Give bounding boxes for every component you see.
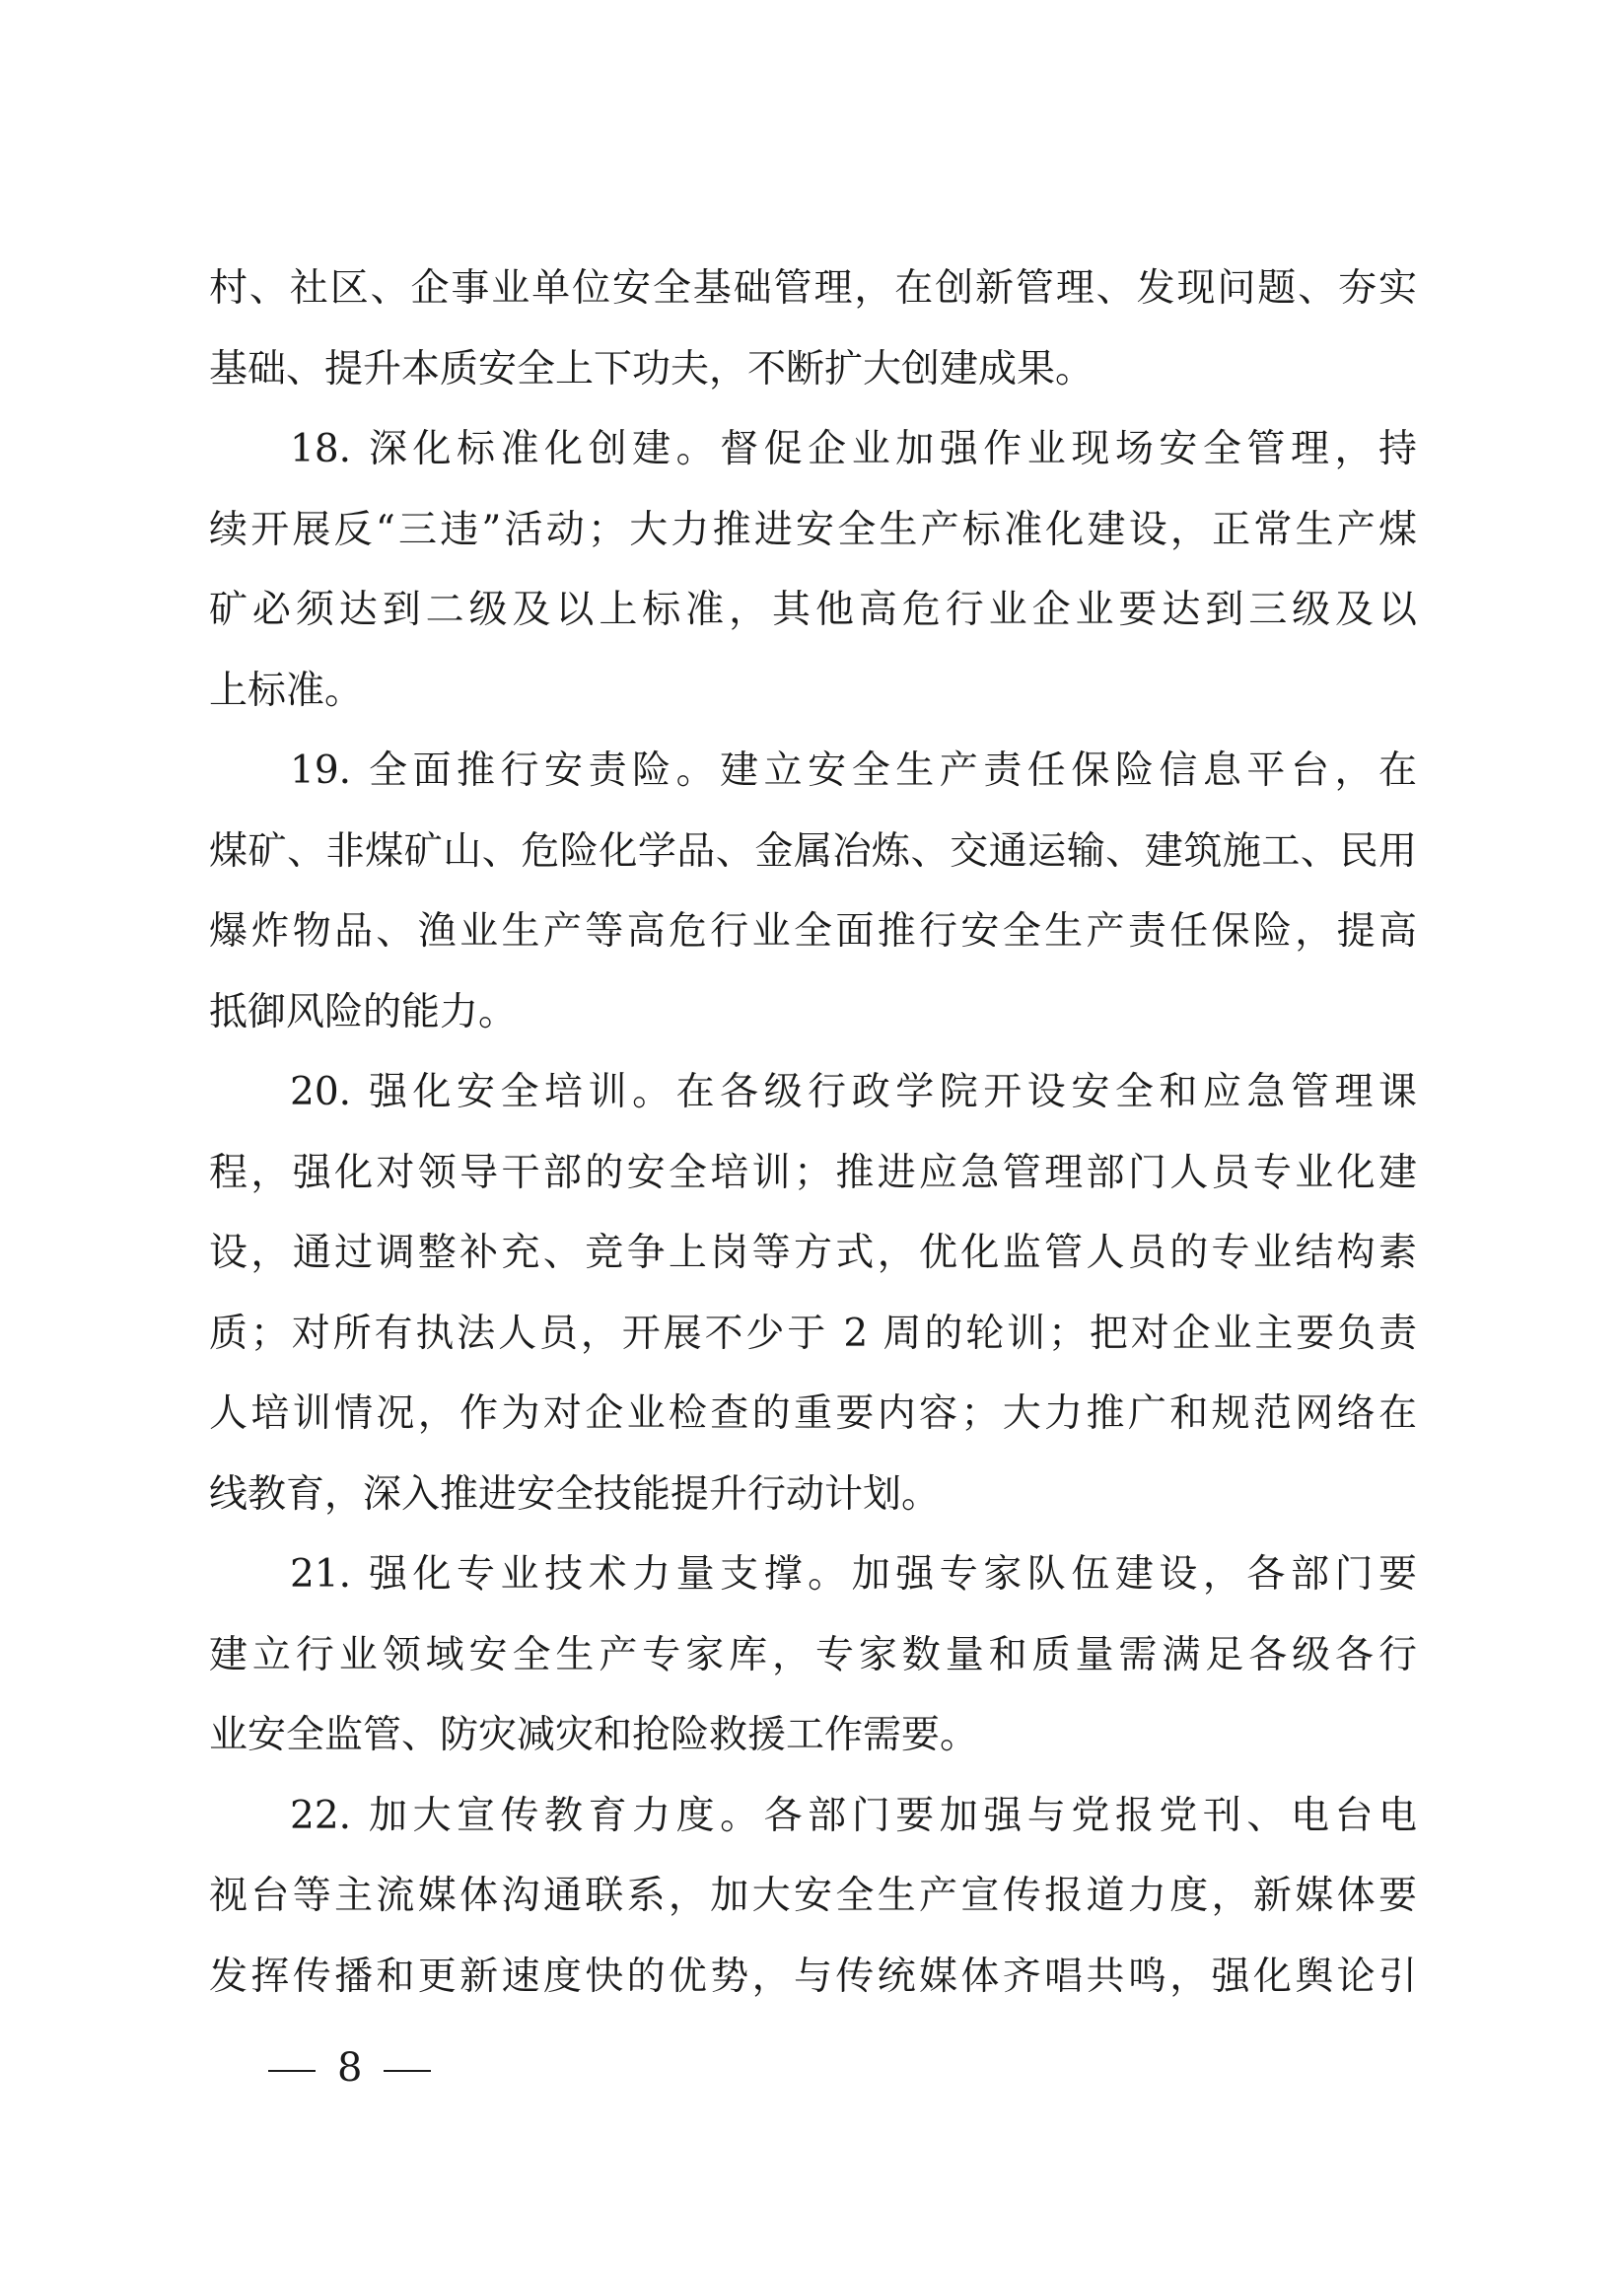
text-line: 视台等主流媒体沟通联系，加大安全生产宣传报道力度，新媒体要: [209, 1874, 1417, 1918]
text-line: 设，通过调整补充、竞争上岗等方式，优化监管人员的专业结构素: [209, 1231, 1417, 1275]
item-21-heading-line: 21. 强化专业技术力量支撑。加强专家队伍建设，各部门要: [290, 1552, 1417, 1597]
text-line: 煤矿、非煤矿山、危险化学品、金属冶炼、交通运输、建筑施工、民用: [209, 828, 1417, 874]
text-line: 质；对所有执法人员，开展不少于 2 周的轮训；把对企业主要负责: [209, 1311, 1417, 1356]
footer-dash-left: [268, 2070, 316, 2072]
text-line: 人培训情况，作为对企业检查的重要内容；大力推广和规范网络在: [209, 1391, 1417, 1436]
footer-dash-right: [384, 2070, 431, 2072]
text-line: 矿必须达到二级及以上标准，其他高危行业企业要达到三级及以: [209, 588, 1417, 632]
text-line: 村、社区、企事业单位安全基础管理，在创新管理、发现问题、夯实: [209, 266, 1417, 311]
text-line: 上标准。: [209, 668, 364, 713]
document-body: [209, 249, 1417, 2017]
text-line: 业安全监管、防灾减灾和抢险救援工作需要。: [209, 1713, 979, 1757]
text-line: 发挥传播和更新速度快的优势，与传统媒体齐唱共鸣，强化舆论引: [209, 1954, 1417, 1999]
page-number: 8: [337, 2045, 363, 2091]
text-line: 续开展反“三违”活动；大力推进安全生产标准化建设，正常生产煤: [209, 507, 1417, 552]
text-line: 基础、提升本质安全上下功夫，不断扩大创建成果。: [209, 346, 1094, 391]
text-line: 爆炸物品、渔业生产等高危行业全面推行安全生产责任保险，提高: [209, 909, 1417, 954]
text-line: 线教育，深入推进安全技能提升行动计划。: [209, 1471, 941, 1517]
item-19-heading-line: 19. 全面推行安责险。建立安全生产责任保险信息平台，在: [290, 748, 1417, 793]
text-line: 建立行业领域安全生产专家库，专家数量和质量需满足各级各行: [209, 1632, 1417, 1677]
text-line: 程，强化对领导干部的安全培训；推进应急管理部门人员专业化建: [209, 1150, 1417, 1195]
item-22-heading-line: 22. 加大宣传教育力度。各部门要加强与党报党刊、电台电: [290, 1793, 1417, 1838]
page-footer: [247, 2043, 453, 2093]
text-line: 抵御风险的能力。: [209, 989, 518, 1034]
item-20-heading-line: 20. 强化安全培训。在各级行政学院开设安全和应急管理课: [290, 1070, 1417, 1114]
item-18-heading-line: 18. 深化标准化创建。督促企业加强作业现场安全管理，持: [290, 427, 1417, 471]
